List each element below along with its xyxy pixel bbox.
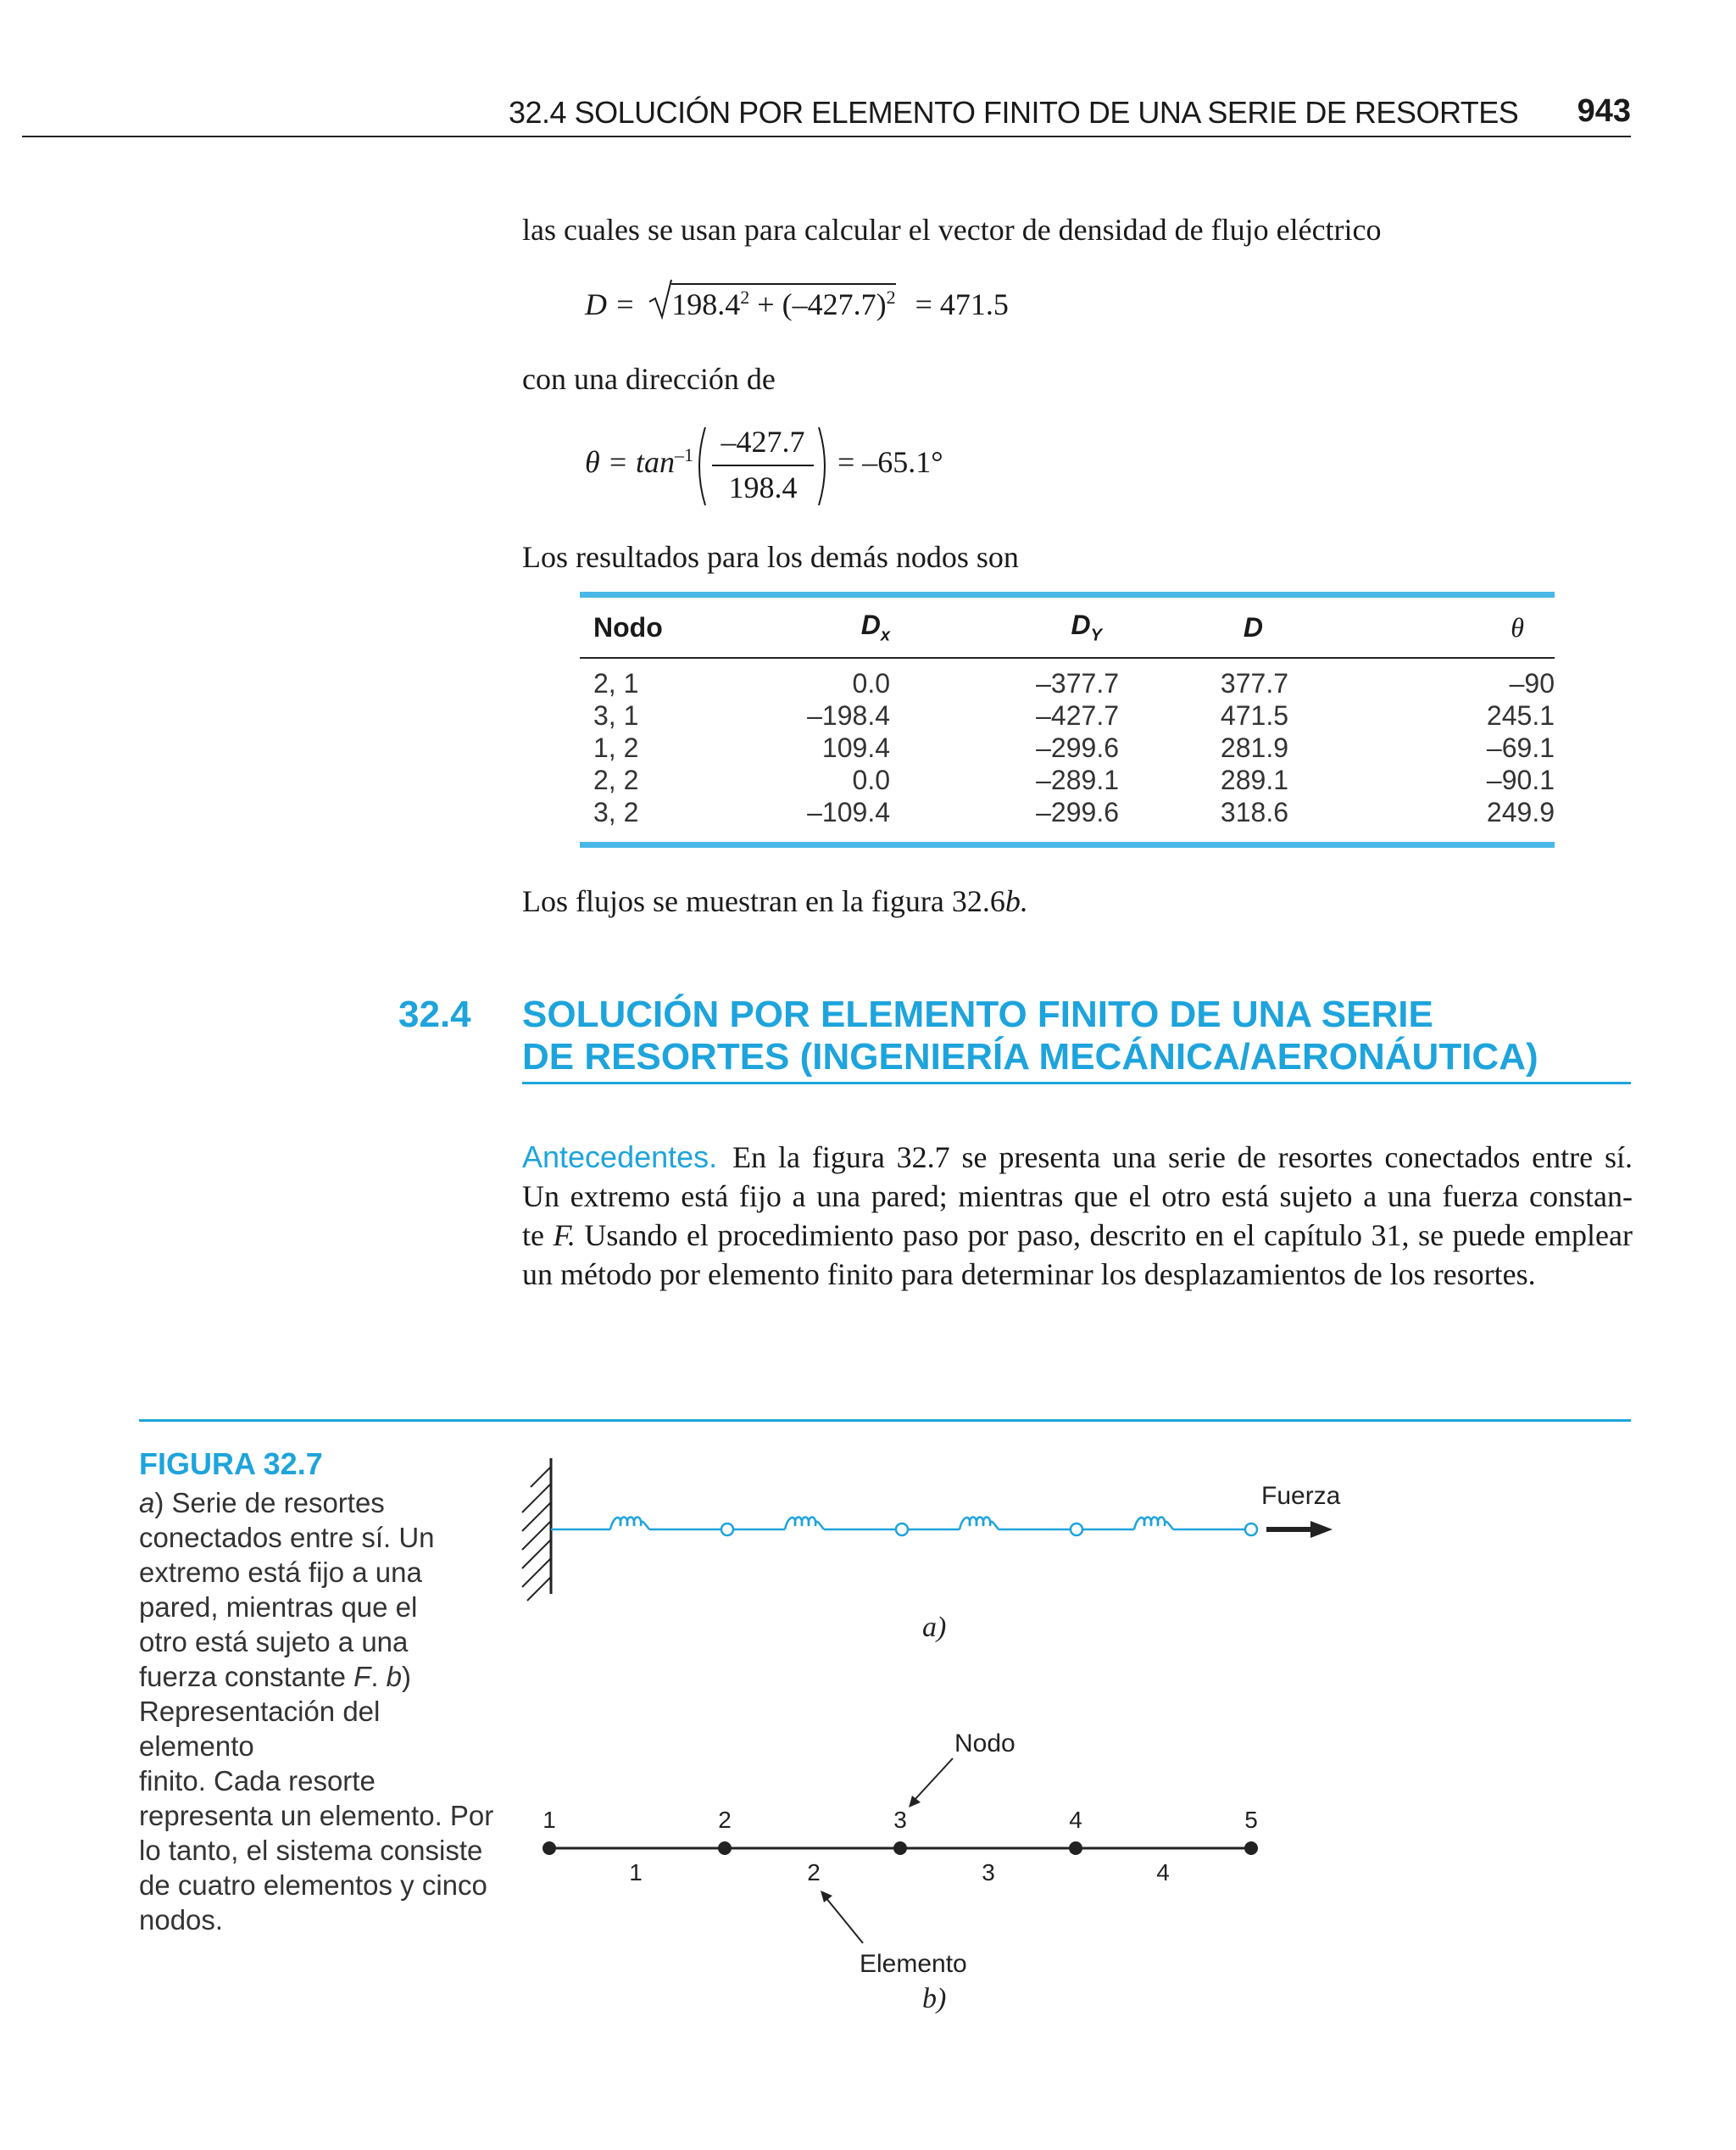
background-line-4: un método por elemento finito para determinar los desplazamientos de los resortes. <box>522 1257 1536 1291</box>
fe-node-4-icon <box>1069 1841 1082 1855</box>
section-rule <box>522 1082 1631 1084</box>
spring-3-icon <box>960 1518 999 1530</box>
caption-text: ) Serie de resortes <box>154 1487 385 1518</box>
background-line-3-italic: F. <box>553 1218 576 1252</box>
caption-line: otro está sujeto a una <box>139 1626 409 1657</box>
element-number: 1 <box>629 1859 643 1885</box>
cell: 3, 2 <box>593 796 639 827</box>
wall-icon <box>522 1458 551 1601</box>
node-number: 4 <box>1069 1807 1082 1833</box>
spring-series-diagram <box>509 1441 1356 1662</box>
cell: 289.1 <box>1220 764 1288 795</box>
section-title-line-1: SOLUCIÓN POR ELEMENTO FINITO DE UNA SERIE <box>522 994 1433 1035</box>
cell: –289.1 <box>1036 764 1119 795</box>
table-row <box>580 699 1555 732</box>
element-number: 4 <box>1156 1859 1170 1885</box>
caption-line: representa un elemento. Por <box>139 1800 494 1831</box>
cell: –198.4 <box>807 699 890 731</box>
header-theta: θ <box>1511 611 1524 643</box>
eq1-term1: 198.4 <box>671 287 741 321</box>
background-line-1 <box>522 1138 1633 1177</box>
cell: 281.9 <box>1220 732 1288 763</box>
cell: 3, 1 <box>593 699 639 731</box>
fe-node-2-icon <box>718 1841 732 1855</box>
eq1-exp1: 2 <box>740 287 750 308</box>
eq1-sqrt <box>648 283 895 322</box>
cell: 245.1 <box>1486 699 1555 731</box>
cell: 2, 1 <box>593 667 639 699</box>
table-row <box>580 667 1555 699</box>
fraction-bar <box>712 465 814 466</box>
cell: 0.0 <box>852 667 890 699</box>
caption-line: conectados entre sí. Un <box>139 1522 435 1553</box>
eq2-denominator: 198.4 <box>728 471 798 504</box>
background-line-3a: te <box>522 1218 554 1252</box>
background-line-2: Un extremo está fijo a una pared; mientras que el otro está sujeto a una fuerza constan- <box>522 1179 1633 1213</box>
element-number: 2 <box>807 1859 821 1885</box>
header-dx-main: D <box>860 609 881 640</box>
equation-flux-direction <box>585 424 1026 509</box>
background-line-3 <box>522 1216 1633 1255</box>
eq1-term2: + (–427.7) <box>749 287 887 321</box>
spring-2-icon <box>785 1518 824 1530</box>
part-b-label: b) <box>922 1983 947 2014</box>
spring-1-icon <box>610 1518 649 1530</box>
cell: 2, 2 <box>593 764 639 795</box>
table-row <box>580 732 1555 764</box>
caption-b: b <box>386 1661 403 1692</box>
header-rule <box>22 136 1631 137</box>
cell: 249.9 <box>1486 796 1555 827</box>
element-callout-arrow-icon <box>821 1891 863 1943</box>
background-paragraph <box>522 1138 1633 1294</box>
running-header: 32.4 SOLUCIÓN POR ELEMENTO FINITO DE UNA SERIE DE RESORTES <box>509 95 1519 130</box>
cell: –427.7 <box>1036 699 1119 731</box>
cell: –299.6 <box>1036 732 1119 763</box>
header-dy <box>890 610 1119 645</box>
node-3-icon <box>1071 1523 1082 1535</box>
header-dx <box>737 610 890 645</box>
eq1-radicand <box>671 283 895 322</box>
caption-line: Representación del elemento <box>139 1696 381 1762</box>
cell: 1, 2 <box>593 732 639 763</box>
part-a-label: a) <box>922 1612 947 1643</box>
node-number: 2 <box>718 1807 732 1833</box>
node-2-icon <box>896 1523 908 1535</box>
eq2-lhs <box>585 444 693 480</box>
section-number: 32.4 <box>398 994 471 1035</box>
fe-node-1-icon <box>542 1841 556 1855</box>
force-arrow-icon <box>1266 1521 1333 1538</box>
header-nodo: Nodo <box>593 611 663 643</box>
cell: –109.4 <box>807 796 890 827</box>
section-title-line-2: DE RESORTES (INGENIERÍA MECÁNICA/AERONÁUTICA) <box>522 1036 1538 1078</box>
background-line-1-text: En la figura 32.7 se presenta una serie de resortes conectados entre sí. <box>732 1140 1633 1174</box>
table-row <box>580 796 1555 828</box>
header-dy-main: D <box>1071 609 1091 640</box>
springs <box>551 1518 1257 1536</box>
figure-label: FIGURA 32.7 <box>139 1446 323 1481</box>
table-row <box>580 764 1555 796</box>
background-line-3b: Usando el procedimiento paso por paso, descrito en el capítulo 31, se puede emplear <box>575 1218 1633 1252</box>
cell: 109.4 <box>821 732 890 763</box>
eq2-rhs: = –65.1° <box>837 445 943 479</box>
fe-node-5-icon <box>1244 1841 1258 1855</box>
caption-text: fuerza constante <box>139 1661 354 1692</box>
equation-flux-magnitude <box>585 283 1009 322</box>
eq2-numerator: –427.7 <box>721 425 805 459</box>
page-number: 943 <box>1577 93 1631 129</box>
flux-figure-line <box>522 882 1028 921</box>
header-dy-sub: Y <box>1090 626 1102 645</box>
cell: 471.5 <box>1220 699 1288 731</box>
sqrt-sign-icon <box>648 276 673 320</box>
caption-line: nodos. <box>139 1904 224 1936</box>
figure-caption <box>139 1485 495 1937</box>
cell: –90 <box>1509 667 1555 699</box>
eq2-lhs-text: θ = tan <box>585 445 675 479</box>
cell: –299.6 <box>1036 796 1119 827</box>
cell: –69.1 <box>1486 732 1555 763</box>
finite-element-diagram <box>509 1713 1356 2018</box>
figure-rule <box>139 1419 1631 1422</box>
element-callout-label: Elemento <box>860 1950 967 1978</box>
eq1-exp2: 2 <box>886 287 896 308</box>
cell: 0.0 <box>852 764 890 795</box>
node-number: 5 <box>1244 1807 1258 1833</box>
caption-line: pared, mientras que el <box>139 1591 418 1623</box>
caption-line: finito. Cada resorte <box>139 1765 376 1796</box>
table-bottom-rule <box>580 842 1555 848</box>
flux-line-text: Los flujos se muestran en la figura 32.6 <box>522 884 1005 918</box>
table-header-row <box>580 598 1555 657</box>
caption-F: F <box>353 1661 371 1692</box>
table-top-rule <box>580 592 1555 598</box>
header-d: D <box>1243 611 1263 643</box>
background-label: Antecedentes. <box>522 1139 718 1174</box>
node-1-icon <box>721 1523 733 1535</box>
intro-line-3: Los resultados para los demás nodos son <box>522 540 1019 574</box>
right-paren-icon <box>815 424 834 509</box>
force-label: Fuerza <box>1261 1482 1341 1510</box>
intro-line-2: con una dirección de <box>522 362 776 396</box>
header-dx-sub: x <box>880 626 890 645</box>
cell: –90.1 <box>1486 764 1555 795</box>
cell: 318.6 <box>1220 796 1288 827</box>
eq1-lhs: D = <box>585 287 636 321</box>
caption-line: fuerza constante F. b) <box>139 1661 412 1692</box>
node-callout-arrow-icon <box>909 1758 953 1807</box>
caption-line: lo tanto, el sistema consiste <box>139 1835 483 1866</box>
caption-line: extremo está fijo a una <box>139 1557 422 1588</box>
fe-node-3-icon <box>893 1841 907 1855</box>
node-callout-label: Nodo <box>954 1729 1015 1757</box>
caption-line <box>139 1485 495 1520</box>
eq2-sup: –1 <box>674 444 693 465</box>
element-number: 3 <box>982 1859 995 1885</box>
left-paren-icon <box>690 424 709 509</box>
cell: 377.7 <box>1220 667 1288 699</box>
caption-line: de cuatro elementos y cinco <box>139 1869 487 1901</box>
section-title <box>522 994 1538 1078</box>
node-4-icon <box>1245 1523 1257 1535</box>
intro-line-1: las cuales se usan para calcular el vector de densidad de flujo eléctrico <box>522 213 1382 247</box>
node-number: 1 <box>542 1807 556 1833</box>
eq1-rhs: = 471.5 <box>915 287 1009 321</box>
results-table <box>580 592 1555 848</box>
cell: –377.7 <box>1036 667 1119 699</box>
node-number: 3 <box>893 1807 907 1833</box>
caption-a: a <box>139 1487 155 1518</box>
flux-line-italic: b. <box>1004 884 1028 918</box>
spring-4-icon <box>1134 1518 1173 1530</box>
